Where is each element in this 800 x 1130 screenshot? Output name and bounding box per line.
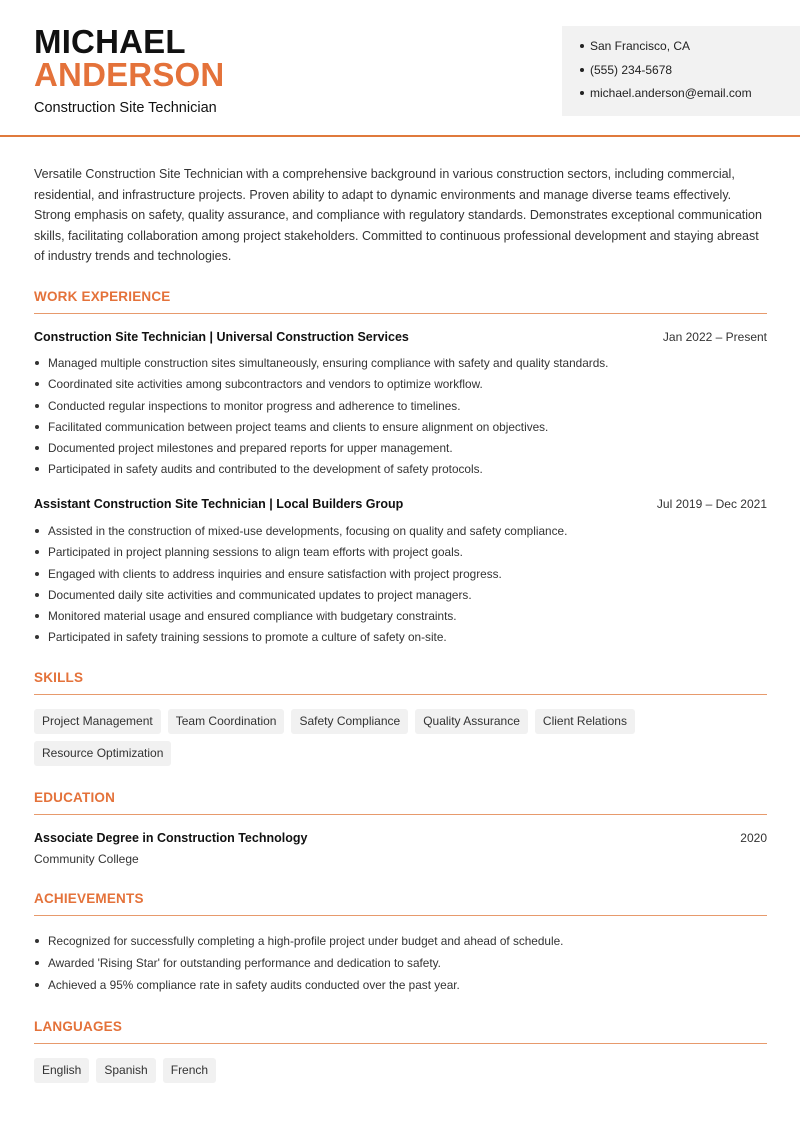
bullet-icon <box>580 44 584 48</box>
education-school: Community College <box>34 852 139 866</box>
job-dates: Jan 2022 – Present <box>662 330 767 344</box>
list-item <box>34 608 767 629</box>
skills-list <box>34 709 767 766</box>
bullet-text: Managed multiple construction sites simultaneously, ensuring compliance with safety and quality standards. <box>48 356 609 370</box>
bullet-icon <box>35 593 39 597</box>
education-header <box>34 831 767 845</box>
bullet-text: Awarded 'Rising Star' for outstanding performance and dedication to safety. <box>48 956 441 970</box>
skill-chip: Resource Optimization <box>34 741 171 766</box>
job-header <box>34 330 767 344</box>
languages-list <box>34 1058 767 1083</box>
section-title-work: WORK EXPERIENCE <box>34 289 767 314</box>
bullet-icon <box>35 635 39 639</box>
language-chip: Spanish <box>96 1058 155 1083</box>
bullet-text: Monitored material usage and ensured compliance with budgetary constraints. <box>48 609 457 624</box>
list-item <box>34 977 767 999</box>
skill-chip: Project Management <box>34 709 161 734</box>
list-item <box>34 933 767 955</box>
bullet-icon <box>35 939 39 943</box>
contact-email <box>580 85 800 109</box>
bullet-icon <box>35 983 39 987</box>
section-title-languages: LANGUAGES <box>34 1019 767 1044</box>
skill-chip: Safety Compliance <box>291 709 408 734</box>
language-chip: French <box>163 1058 216 1083</box>
job-header <box>34 497 767 511</box>
bullet-icon <box>580 68 584 72</box>
bullet-text: Coordinated site activities among subcontractors and vendors to optimize workflow. <box>48 377 483 392</box>
language-chip: English <box>34 1058 89 1083</box>
job-role: Construction Site Technician | Universal Construction Services <box>34 330 409 344</box>
bullet-icon <box>35 361 39 365</box>
bullet-icon <box>35 572 39 576</box>
bullet-icon <box>35 529 39 533</box>
bullet-text: Documented project milestones and prepared reports for upper management. <box>48 441 453 456</box>
contact-box <box>562 26 800 116</box>
bullet-text: Engaged with clients to address inquiries and ensure satisfaction with project progress. <box>48 566 502 581</box>
job-dates: Jul 2019 – Dec 2021 <box>656 497 767 511</box>
list-item <box>34 544 767 565</box>
bullet-icon <box>35 614 39 618</box>
list-item <box>34 629 767 650</box>
achievement-bullets <box>34 933 767 999</box>
education-degree: Associate Degree in Construction Technology <box>34 831 308 845</box>
section-title-achievements: ACHIEVEMENTS <box>34 891 767 916</box>
contact-location <box>580 38 800 62</box>
section-title-education: EDUCATION <box>34 790 767 815</box>
bullet-text: Facilitated communication between project teams and clients to ensure alignment on objectives. <box>48 419 549 434</box>
first-name: MICHAEL <box>34 23 186 60</box>
list-item <box>34 376 767 397</box>
skill-chip: Team Coordination <box>168 709 285 734</box>
resume-header <box>0 0 800 137</box>
list-item <box>34 523 767 544</box>
job-role: Assistant Construction Site Technician | Local Builders Group <box>34 497 404 511</box>
bullet-icon <box>35 382 39 386</box>
bullet-icon <box>580 91 584 95</box>
education-year: 2020 <box>740 831 767 845</box>
last-name: ANDERSON <box>34 56 225 93</box>
bullet-icon <box>35 425 39 429</box>
bullet-text: Participated in safety training sessions to promote a culture of safety on-site. <box>48 630 447 645</box>
contact-location-text: San Francisco, CA <box>590 39 691 53</box>
list-item <box>34 398 767 419</box>
bullet-text: Achieved a 95% compliance rate in safety audits conducted over the past year. <box>48 978 460 992</box>
list-item <box>34 419 767 440</box>
bullet-text: Recognized for successfully completing a high-profile project under budget and ahead of schedule. <box>48 934 564 948</box>
bullet-icon <box>35 467 39 471</box>
list-item <box>34 461 767 482</box>
job-bullets <box>34 355 767 483</box>
bullet-icon <box>35 404 39 408</box>
bullet-text: Documented daily site activities and communicated updates to project managers. <box>48 587 472 602</box>
list-item <box>34 440 767 461</box>
list-item <box>34 955 767 977</box>
summary: Versatile Construction Site Technician with a comprehensive background in various construction sectors, including commercial, residential, and infrastructure projects. Proven ability to adapt to dynamic environments and manage diverse teams effectively. Strong emphasis on safety, quality assurance, and compliance with regulatory standards. Demonstrates exceptional communication skills, facilitating collaboration among project stakeholders. Committed to continuous professional development and staying abreast of industry trends and technologies. <box>34 167 762 263</box>
skill-chip: Client Relations <box>535 709 635 734</box>
job-title: Construction Site Technician <box>34 100 217 116</box>
skill-chip: Quality Assurance <box>415 709 528 734</box>
list-item <box>34 355 767 376</box>
list-item <box>34 587 767 608</box>
contact-phone <box>580 62 800 86</box>
bullet-text: Participated in project planning sessions to align team efforts with project goals. <box>48 545 463 560</box>
bullet-text: Conducted regular inspections to monitor progress and adherence to timelines. <box>48 398 461 413</box>
bullet-icon <box>35 961 39 965</box>
section-title-skills: SKILLS <box>34 670 767 695</box>
bullet-icon <box>35 446 39 450</box>
job-bullets <box>34 523 767 651</box>
bullet-text: Assisted in the construction of mixed-use developments, focusing on quality and safety compliance. <box>48 524 568 538</box>
bullet-text: Participated in safety audits and contributed to the development of safety protocols. <box>48 462 483 477</box>
bullet-icon <box>35 550 39 554</box>
contact-phone-text: (555) 234-5678 <box>590 62 673 77</box>
list-item <box>34 566 767 587</box>
contact-email-text: michael.anderson@email.com <box>590 86 752 100</box>
